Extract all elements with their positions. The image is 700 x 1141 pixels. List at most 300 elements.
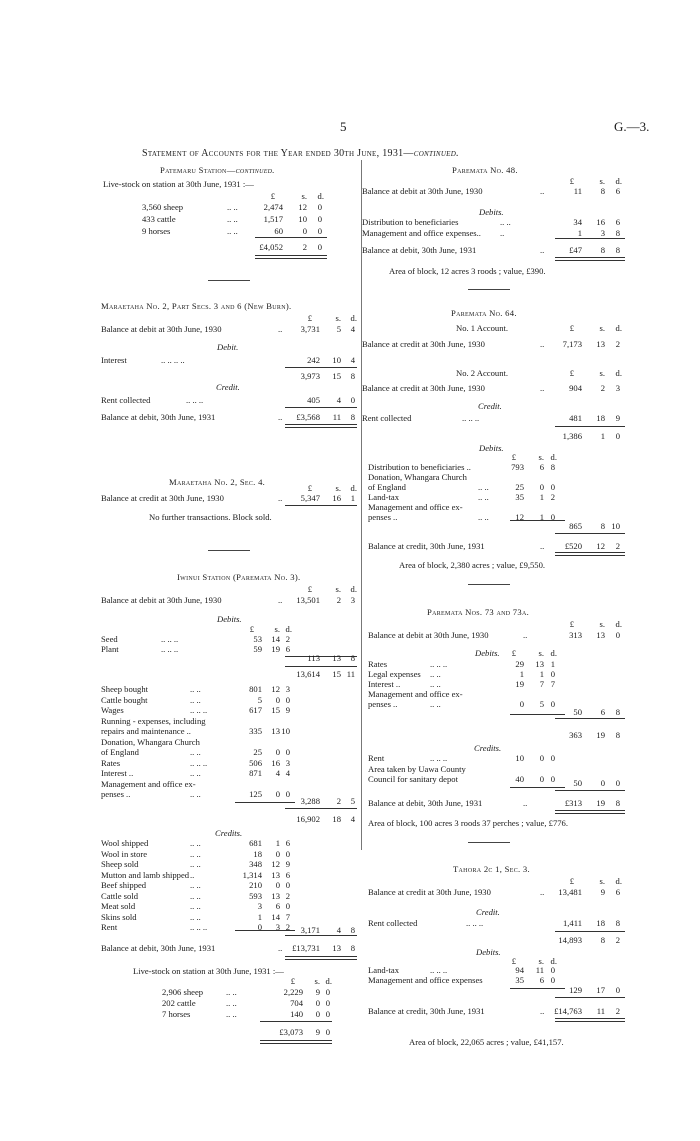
leader-dots: .. .. [190, 768, 201, 778]
livestock-total-pence: 0 [325, 1027, 330, 1037]
credit-row-label: Rent [368, 753, 385, 763]
section-separator [468, 842, 510, 843]
interest-pence: 4 [350, 355, 355, 365]
livestock-row-pounds: 2,474 [263, 202, 283, 212]
credit-row-pounds: 593 [249, 890, 262, 901]
opening-balance-pence: 3 [350, 595, 355, 605]
pound-header: £ [569, 619, 574, 629]
debit-row-pence: 0 [550, 699, 555, 709]
pound-header: £ [511, 956, 516, 966]
paremata-64-acct2-label: No. 2 Account. [456, 368, 509, 378]
subtotal-pence: 11 [346, 669, 355, 679]
pound-header: £ [249, 624, 254, 634]
pound-header: £ [307, 584, 312, 594]
closing-balance-label: Balance at credit, 30th June, 1931 [368, 541, 485, 551]
leader-dots: .. .. [500, 217, 511, 227]
pence-header: d. [325, 976, 332, 986]
credit-row-pence: 6 [285, 838, 290, 848]
opening-balance-label: Balance at credit at 30th June, 1930 [101, 493, 224, 503]
debit-row-pence: 0 [285, 747, 290, 757]
leader-dots: .. [540, 541, 545, 551]
leader-dots: .. .. [190, 880, 201, 890]
maraetaha-part-title: Maraetaha No. 2, Part Secs. 3 and 6 (New Burn). [101, 301, 292, 311]
debits-total-shillings: 8 [600, 521, 605, 531]
debit-heading: Debit. [217, 342, 239, 352]
opening-balance-pence: 1 [350, 493, 355, 503]
credit-row-pence: 0 [285, 848, 290, 859]
debit-row-pence: 0 [550, 965, 555, 975]
closing-balance-label: Balance at debit, 30th June, 1931 [101, 943, 216, 953]
rent-collected-label: Rent collected [368, 918, 418, 928]
debit-row-label: repairs and maintenance .. [101, 726, 191, 736]
debit-row-pence: 2 [550, 492, 555, 502]
paremata-73-area: Area of block, 100 acres 3 roods 37 perches ; value, £776. [368, 818, 568, 828]
debit-row-pounds: 793 [511, 462, 524, 472]
livestock-total-pence: 0 [317, 242, 322, 252]
credit-row-label: Area taken by Uawa County [368, 763, 466, 774]
livestock-row-label: 3,560 sheep [142, 202, 184, 212]
debit-row-label: Management and office expenses.. [362, 228, 481, 238]
total-rule [235, 930, 295, 931]
total-rule [285, 367, 357, 368]
opening-balance-pounds: 3,731 [300, 324, 320, 334]
total-rule [260, 1021, 332, 1022]
livestock-row-pence: 0 [317, 202, 322, 212]
pence-header: d. [615, 619, 622, 629]
leader-dots: .. [500, 228, 505, 238]
pound-header: £ [270, 191, 275, 201]
livestock-row-pence: 0 [325, 987, 330, 997]
leader-dots: .. [540, 339, 545, 349]
debit-row-pence: 0 [285, 789, 290, 799]
leader-dots: .. [540, 245, 545, 255]
leader-dots: .. .. .. [430, 753, 448, 763]
pence-header: d. [317, 191, 324, 201]
paremata-73-title: Paremata Nos. 73 and 73a. [427, 607, 530, 617]
leader-dots: .. [278, 493, 283, 503]
opening-balance-shillings: 9 [600, 887, 605, 897]
opening-balance-pounds: 13,481 [558, 887, 582, 897]
debit-row-label: Donation, Whangara Church [101, 736, 200, 747]
closing-balance-shillings: 11 [596, 1006, 605, 1016]
leader-dots: .. .. .. [190, 757, 208, 768]
debit-row-label: Land-tax [368, 492, 400, 502]
closing-balance-pence: 8 [615, 245, 620, 255]
credit-row-label: Cattle sold [101, 890, 138, 901]
debit-row-shillings: 11 [535, 965, 544, 975]
livestock-row-label: 7 horses [162, 1009, 191, 1019]
livestock-row-pounds: 1,517 [263, 214, 283, 224]
account2-balance-pence: 3 [615, 383, 620, 393]
debit-row-pence: 9 [285, 705, 290, 715]
livestock-row-shillings: 0 [315, 1009, 320, 1019]
debit-row-shillings: 6 [539, 975, 544, 985]
livestock-row-label: 2,906 sheep [162, 987, 204, 997]
leader-dots: .. .. [478, 492, 489, 502]
total-rule [285, 666, 357, 667]
debit-row-pounds: 801 [249, 684, 262, 694]
credit-row-label: Mutton and lamb shipped [101, 869, 190, 880]
credits-heading: Credits. [474, 743, 502, 753]
closing-balance-shillings: 8 [600, 245, 605, 255]
debit-row-pence: 4 [285, 768, 290, 778]
subtotal-shillings: 15 [332, 371, 341, 381]
credits-total-shillings: 4 [336, 925, 341, 935]
leader-dots: .. [278, 943, 283, 953]
debit-row-label: penses .. [368, 699, 398, 709]
livestock-total-pounds: £4,052 [259, 242, 283, 252]
credit-row-pence: 7 [285, 911, 290, 922]
pound-header: £ [569, 323, 574, 333]
total-rule [555, 790, 625, 791]
account1-balance-pence: 2 [615, 339, 620, 349]
debit-row-pounds: 1 [577, 228, 582, 238]
debit-row-shillings: 16 [271, 757, 280, 768]
credit-row-pence: 2 [285, 922, 290, 932]
credit-row-pence: 2 [285, 890, 290, 901]
closing-balance-pounds: £47 [569, 245, 582, 255]
credit-heading: Credit. [476, 907, 500, 917]
debit-row-pounds: 53 [253, 634, 262, 644]
subtotal-pounds: 3,973 [300, 371, 320, 381]
debit-row-label: Management and office ex- [101, 778, 196, 789]
debit-row-shillings: 0 [539, 482, 544, 492]
iwinui-title: Iwinui Station (Paremata No. 3). [177, 572, 301, 582]
column-divider [361, 160, 362, 850]
total-rule [285, 935, 357, 936]
closing-balance-pence: 2 [615, 1006, 620, 1016]
debit-row-shillings: 0 [275, 789, 280, 799]
credit-row-pence: 6 [285, 869, 290, 880]
leader-dots: .. .. [430, 699, 441, 709]
pound-header: £ [511, 648, 516, 658]
patemaru-livestock-line: Live-stock on station at 30th June, 1931 :— [103, 179, 254, 189]
closing-balance-label: Balance at credit, 30th June, 1931 [368, 1006, 485, 1016]
debit-row-shillings: 0 [275, 694, 280, 705]
livestock-row-pence: 0 [317, 226, 322, 236]
closing-balance-pence: 8 [350, 412, 355, 422]
shilling-header: s. [301, 191, 307, 201]
leader-dots: .. [540, 887, 545, 897]
closing-balance-shillings: 19 [596, 798, 605, 808]
debit-row-pounds: 29 [515, 659, 524, 669]
shilling-header: s. [335, 584, 341, 594]
account2-balance-shillings: 2 [600, 383, 605, 393]
credit-row-pounds: 3 [257, 901, 262, 911]
debit-row-label: Distribution to beneficiaries [362, 217, 459, 227]
leader-dots: .. .. [190, 694, 201, 705]
credit-row-label: Wool in store [101, 848, 148, 859]
subtotal-pounds: 1,386 [562, 431, 582, 441]
debit-row-pence: 0 [550, 975, 555, 985]
leader-dots: .. .. [226, 987, 237, 997]
debit-row-label: Cattle bought [101, 694, 148, 705]
double-rule [555, 1018, 625, 1022]
livestock-row-pence: 0 [317, 214, 322, 224]
opening-balance-label: Balance at debit at 30th June, 1930 [368, 630, 489, 640]
pence-header: d. [615, 323, 622, 333]
total-rule [555, 718, 625, 719]
debits-heading: Debits. [479, 443, 504, 453]
leader-dots: .. [540, 1006, 545, 1016]
debit-row-label: Sheep bought [101, 684, 149, 694]
credit-row-pounds: 1 [257, 911, 262, 922]
interest-label: Interest [101, 355, 127, 365]
total-rule [255, 237, 327, 238]
livestock-line: Live-stock on station at 30th June, 1931 :— [133, 966, 284, 976]
debit-row-label: Wages [101, 705, 124, 715]
leader-dots: .. .. .. [161, 634, 179, 644]
debit-row-shillings: 12 [271, 684, 280, 694]
subtotal-shillings: 15 [332, 669, 341, 679]
section-separator [468, 289, 510, 290]
debit-row-pence: 3 [285, 684, 290, 694]
leader-dots: .. .. [190, 901, 201, 911]
leader-dots: .. .. [227, 214, 238, 224]
credits-total-pounds: 3,171 [300, 925, 320, 935]
leader-dots: .. .. [430, 679, 441, 689]
closing-balance-label: Balance at debit, 30th June, 1931 [362, 245, 477, 255]
debit-row-label: of England [101, 747, 139, 757]
debits-heading: Debits. [475, 648, 500, 658]
total-rule [285, 407, 357, 408]
livestock-row-shillings: 0 [302, 226, 307, 236]
credit-row-label: Rent [101, 922, 118, 932]
leader-dots: .. .. [190, 838, 201, 848]
credit-row-pounds: 10 [515, 753, 524, 763]
opening-balance-pence: 4 [350, 324, 355, 334]
credit-row-pence: 0 [285, 880, 290, 890]
debit-row-pounds: 59 [253, 644, 262, 654]
pence-header: d. [350, 483, 357, 493]
debit-row-pence: 0 [285, 694, 290, 705]
opening-balance-label: Balance at debit at 30th June, 1930 [362, 186, 483, 196]
double-rule [555, 552, 625, 556]
credit-row-label: Skins sold [101, 911, 137, 922]
credit-row-label: Council for sanitary depot [368, 774, 458, 784]
debit-row-label: Legal expenses [368, 669, 421, 679]
section-separator [468, 584, 510, 585]
debit-row-shillings: 3 [600, 228, 605, 238]
leader-dots: .. .. [227, 202, 238, 212]
group-total-pounds: 113 [307, 653, 320, 663]
group-total-pence: 8 [350, 653, 355, 663]
opening-balance-pounds: 13,501 [296, 595, 320, 605]
debit-row-pounds: 5 [257, 694, 262, 705]
credit-row-pounds: 681 [249, 838, 262, 848]
credit-row-shillings: 13 [271, 869, 280, 880]
paremata-64-area: Area of block, 2,380 acres ; value, £9,550. [399, 560, 546, 570]
subtotal-pounds: 363 [569, 730, 582, 740]
debit-row-pence: 7 [550, 679, 555, 689]
debit-row-label: Donation, Whangara Church [368, 472, 467, 482]
debit-row-shillings: 6 [539, 462, 544, 472]
rent-collected-label: Rent collected [101, 395, 151, 405]
debit-row-shillings: 1 [539, 512, 544, 522]
rent-collected-pounds: 481 [569, 413, 582, 423]
leader-dots: .. .. .. .. [161, 355, 185, 365]
credit-row-shillings: 3 [275, 922, 280, 932]
rent-collected-shillings: 4 [336, 395, 341, 405]
closing-balance-label: Balance at debit, 30th June, 1931 [101, 412, 216, 422]
credit-row-pence: 0 [285, 901, 290, 911]
livestock-total-shillings: 9 [315, 1027, 320, 1037]
double-rule [285, 956, 357, 960]
livestock-row-label: 433 cattle [142, 214, 176, 224]
debit-row-pounds: 335 [249, 726, 262, 736]
credit-row-shillings: 0 [275, 848, 280, 859]
debits-heading: Debits. [217, 614, 242, 624]
debits-total-pounds: 865 [569, 521, 582, 531]
credits-total-pounds: 50 [573, 778, 582, 788]
paremata-48-area: Area of block, 12 acres 3 roods ; value, £390. [389, 266, 546, 276]
pence-header: d. [615, 876, 622, 886]
leader-dots: .. .. [430, 669, 441, 679]
total-rule [555, 997, 625, 998]
shilling-header: s. [538, 956, 544, 966]
opening-balance-shillings: 16 [332, 493, 341, 503]
debit-row-label: Management and office ex- [368, 689, 463, 699]
debit-row-label: Rates [101, 757, 121, 768]
opening-balance-pence: 6 [615, 887, 620, 897]
patemaru-title: Patemaru Station—continued. [160, 165, 275, 175]
credit-row-pence: 0 [550, 774, 555, 784]
debits-total-pounds: 129 [569, 985, 582, 995]
pound-header: £ [569, 176, 574, 186]
credit-row-label: Beef shipped [101, 880, 147, 890]
leader-dots: .. [540, 383, 545, 393]
livestock-row-pounds: 140 [290, 1009, 303, 1019]
leader-dots: .. .. [190, 911, 201, 922]
credits-heading: Credits. [215, 828, 243, 838]
debit-row-label: penses .. [101, 789, 131, 799]
pound-header: £ [290, 976, 295, 986]
credit-row-pounds: 18 [253, 848, 262, 859]
opening-balance-pounds: 313 [569, 630, 582, 640]
debits-heading: Debits. [476, 947, 501, 957]
closing-balance-pounds: £14,763 [554, 1006, 582, 1016]
leader-dots: .. .. [227, 226, 238, 236]
pence-header: d. [550, 452, 557, 462]
opening-balance-shillings: 2 [336, 595, 341, 605]
rent-collected-shillings: 18 [596, 918, 605, 928]
tahora-area: Area of block, 22,065 acres ; value, £41,157. [409, 1037, 564, 1047]
leader-dots: .. .. .. [430, 659, 448, 669]
debit-row-label: of England [368, 482, 406, 492]
leader-dots: .. .. [190, 890, 201, 901]
debit-row-pounds: 19 [515, 679, 524, 689]
debit-row-shillings: 13 [535, 659, 544, 669]
tahora-title: Tahora 2c 1, Sec. 3. [453, 864, 530, 874]
group-total-shillings: 13 [332, 653, 341, 663]
debit-row-shillings: 1 [539, 492, 544, 502]
pound-header: £ [307, 313, 312, 323]
subtotal-pence: 0 [615, 431, 620, 441]
total-rule [555, 238, 625, 239]
credit-row-pence: 9 [285, 859, 290, 869]
leader-dots: .. .. [190, 789, 201, 799]
document-reference: G.—3. [614, 119, 650, 134]
debit-row-pounds: 871 [249, 768, 262, 778]
subtotal-pounds: 13,614 [296, 669, 320, 679]
section-separator [208, 280, 250, 281]
paremata-64-title: Paremata No. 64. [451, 308, 517, 318]
debit-row-shillings: 14 [271, 634, 280, 644]
debit-row-shillings: 7 [539, 679, 544, 689]
section-separator [208, 550, 250, 551]
livestock-row-shillings: 12 [298, 202, 307, 212]
subtotal-shillings: 1 [600, 431, 605, 441]
leader-dots: .. .. [190, 684, 201, 694]
closing-balance-pence: 8 [350, 943, 355, 953]
livestock-row-pence: 0 [325, 1009, 330, 1019]
debits-total-pence: 10 [611, 521, 620, 531]
debit-row-pounds: 0 [519, 699, 524, 709]
debit-row-label: Management and office expenses [368, 975, 483, 985]
subtotal-pence: 8 [615, 730, 620, 740]
leader-dots: .. [278, 595, 283, 605]
credit-row-pounds: 210 [249, 880, 262, 890]
debit-row-pence: 0 [550, 669, 555, 679]
shilling-header: s. [599, 176, 605, 186]
debit-row-label: Running - expenses, including [101, 715, 206, 726]
debit-row-shillings: 1 [539, 669, 544, 679]
account2-balance-label: Balance at credit at 30th June, 1930 [362, 383, 485, 393]
subtotal-pounds: 16,902 [296, 814, 320, 824]
leader-dots: .. .. .. [186, 395, 204, 405]
leader-dots: .. .. [226, 998, 237, 1008]
livestock-total-pounds: £3,073 [279, 1027, 303, 1037]
opening-balance-shillings: 5 [336, 324, 341, 334]
livestock-row-pounds: 704 [290, 998, 303, 1008]
rent-collected-label: Rent collected [362, 413, 412, 423]
subtotal-shillings: 19 [596, 730, 605, 740]
debit-row-shillings: 5 [539, 699, 544, 709]
opening-balance-label: Balance at debit at 30th June, 1930 [101, 595, 222, 605]
opening-balance-shillings: 8 [600, 186, 605, 196]
debit-row-pounds: 94 [515, 965, 524, 975]
shilling-header: s. [599, 619, 605, 629]
interest-pounds: 242 [307, 355, 320, 365]
group-total-pence: 5 [350, 796, 355, 806]
credit-row-label: Wool shipped [101, 838, 149, 848]
closing-balance-pence: 2 [615, 541, 620, 551]
debit-row-label: Interest .. [368, 679, 401, 689]
interest-shillings: 10 [332, 355, 341, 365]
debit-row-pence: 0 [550, 482, 555, 492]
pence-header: d. [550, 956, 557, 966]
credit-row-shillings: 13 [271, 890, 280, 901]
credit-row-shillings: 0 [275, 880, 280, 890]
leader-dots: .. .. [226, 1009, 237, 1019]
rent-collected-pounds: 405 [307, 395, 320, 405]
paremata-64-acct1-label: No. 1 Account. [456, 323, 509, 333]
total-rule [555, 931, 625, 932]
debit-row-pence: 2 [285, 634, 290, 644]
livestock-row-shillings: 0 [315, 998, 320, 1008]
subtotal-shillings: 8 [600, 935, 605, 945]
closing-balance-shillings: 12 [596, 541, 605, 551]
account1-balance-shillings: 13 [596, 339, 605, 349]
opening-balance-pence: 0 [615, 630, 620, 640]
debit-row-pence: 6 [285, 644, 290, 654]
total-rule [285, 808, 357, 809]
debits-total-pence: 0 [615, 985, 620, 995]
leader-dots: .. .. [478, 512, 489, 522]
closing-balance-pounds: £520 [564, 541, 582, 551]
leader-dots: .. .. .. [190, 922, 208, 932]
account1-balance-pounds: 7,173 [562, 339, 582, 349]
